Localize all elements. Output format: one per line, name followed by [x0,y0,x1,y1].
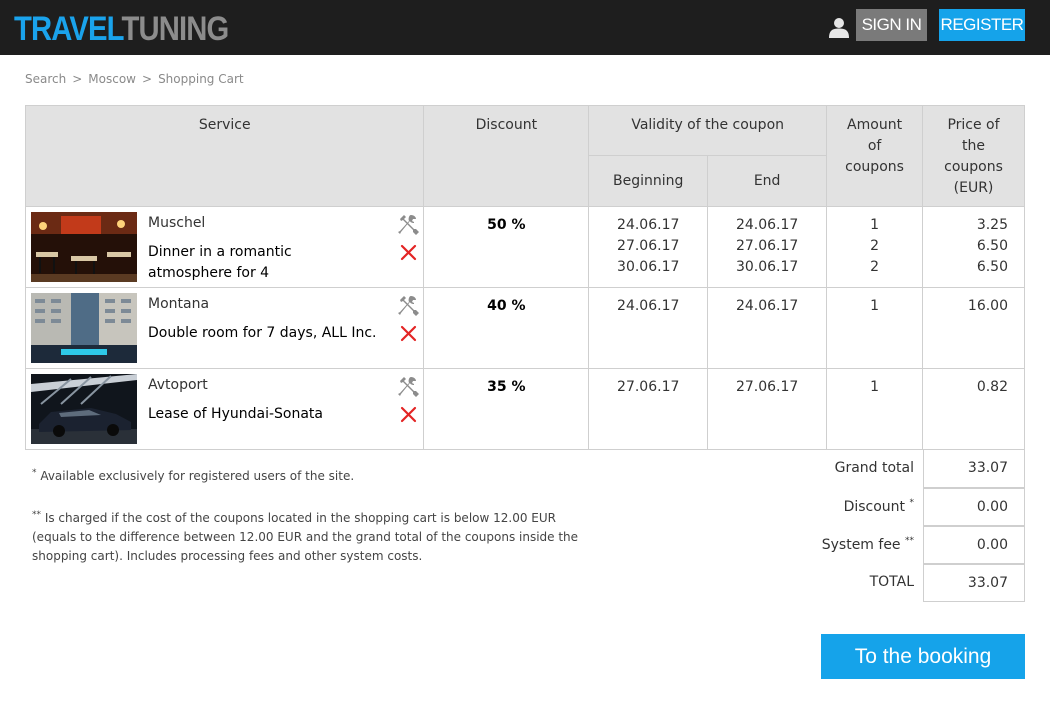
discount-value: 0.00 [923,488,1025,526]
table-row [26,288,1025,369]
footnote-registered: * Available exclusively for registered users of the site. [32,468,355,483]
service-cell [26,207,424,288]
totals-panel [820,450,1025,602]
breadcrumb [25,72,244,86]
header-validity: Validity of the coupon [589,106,827,156]
totals-row-grand [820,450,1025,488]
beginning-cell: 27.06.17 [589,369,708,450]
top-header [0,0,1050,55]
amount-cell: 1 [827,369,923,450]
edit-tools-icon[interactable] [398,215,419,235]
grand-total-label: Grand total [834,460,914,476]
user-icon[interactable] [828,16,850,38]
service-cell [26,288,424,369]
register-button[interactable]: REGISTER [939,9,1025,41]
breadcrumb-separator: > [72,72,83,86]
breadcrumb-item-current: Shopping Cart [158,72,244,86]
amount-cell: 1 2 2 [827,207,923,288]
service-cell [26,369,424,450]
amount-cell: 1 [827,288,923,369]
system-fee-value: 0.00 [923,526,1025,564]
header-service: Service [26,106,424,207]
service-thumbnail-restaurant[interactable] [31,212,137,282]
table-row [26,207,1025,288]
service-title[interactable]: Dinner in a romantic atmosphere for 4 [148,244,292,281]
footnote-system-fee: ** Is charged if the cost of the coupons located in the shopping cart is below 12.00 EUR (equals to the difference between 12.00 EUR and the grand total of the coupons inside the shopping cart). Includes processing fees and other system costs. [32,510,579,563]
discount-cell: 35 % [424,369,589,450]
provider-name: Montana [148,296,210,312]
end-cell: 24.06.17 27.06.17 30.06.17 [708,207,827,288]
price-cell: 0.82 [923,369,1025,450]
header-beginning: Beginning [589,156,708,207]
beginning-cell: 24.06.17 [589,288,708,369]
discount-label: Discount * [843,498,914,515]
remove-icon[interactable] [400,406,417,423]
service-thumbnail-car[interactable] [31,374,137,444]
totals-row-total [820,564,1025,602]
header-end: End [708,156,827,207]
remove-icon[interactable] [400,244,417,261]
totals-row-system-fee [820,526,1025,564]
beginning-cell: 24.06.17 27.06.17 30.06.17 [589,207,708,288]
provider-name: Avtoport [148,377,208,393]
total-label: TOTAL [869,574,914,590]
total-value: 33.07 [923,564,1025,602]
sign-in-button[interactable]: SIGN IN [856,9,927,41]
service-thumbnail-hotel[interactable] [31,293,137,363]
end-cell: 27.06.17 [708,369,827,450]
system-fee-label: System fee ** [821,536,914,553]
service-title[interactable]: Lease of Hyundai-Sonata [148,406,323,422]
discount-cell: 40 % [424,288,589,369]
provider-name: Muschel [148,215,206,231]
remove-icon[interactable] [400,325,417,342]
breadcrumb-separator: > [142,72,153,86]
cart-table [25,105,1025,450]
end-cell: 24.06.17 [708,288,827,369]
price-cell: 3.25 6.50 6.50 [923,207,1025,288]
table-row [26,369,1025,450]
totals-row-discount [820,488,1025,526]
edit-tools-icon[interactable] [398,296,419,316]
service-title[interactable]: Double room for 7 days, ALL Inc. [148,325,377,341]
price-cell: 16.00 [923,288,1025,369]
header-price: Price of the coupons (EUR) [923,106,1025,207]
header-discount: Discount [424,106,589,207]
grand-total-value: 33.07 [923,450,1025,488]
edit-tools-icon[interactable] [398,377,419,397]
discount-cell: 50 % [424,207,589,288]
breadcrumb-item-moscow[interactable]: Moscow [88,72,136,86]
breadcrumb-item-search[interactable]: Search [25,72,67,86]
to-booking-button[interactable]: To the booking [821,634,1025,679]
site-logo[interactable]: TRAVELTUNING [14,10,229,48]
header-amount: Amount of coupons [827,106,923,207]
footnotes [32,464,592,566]
